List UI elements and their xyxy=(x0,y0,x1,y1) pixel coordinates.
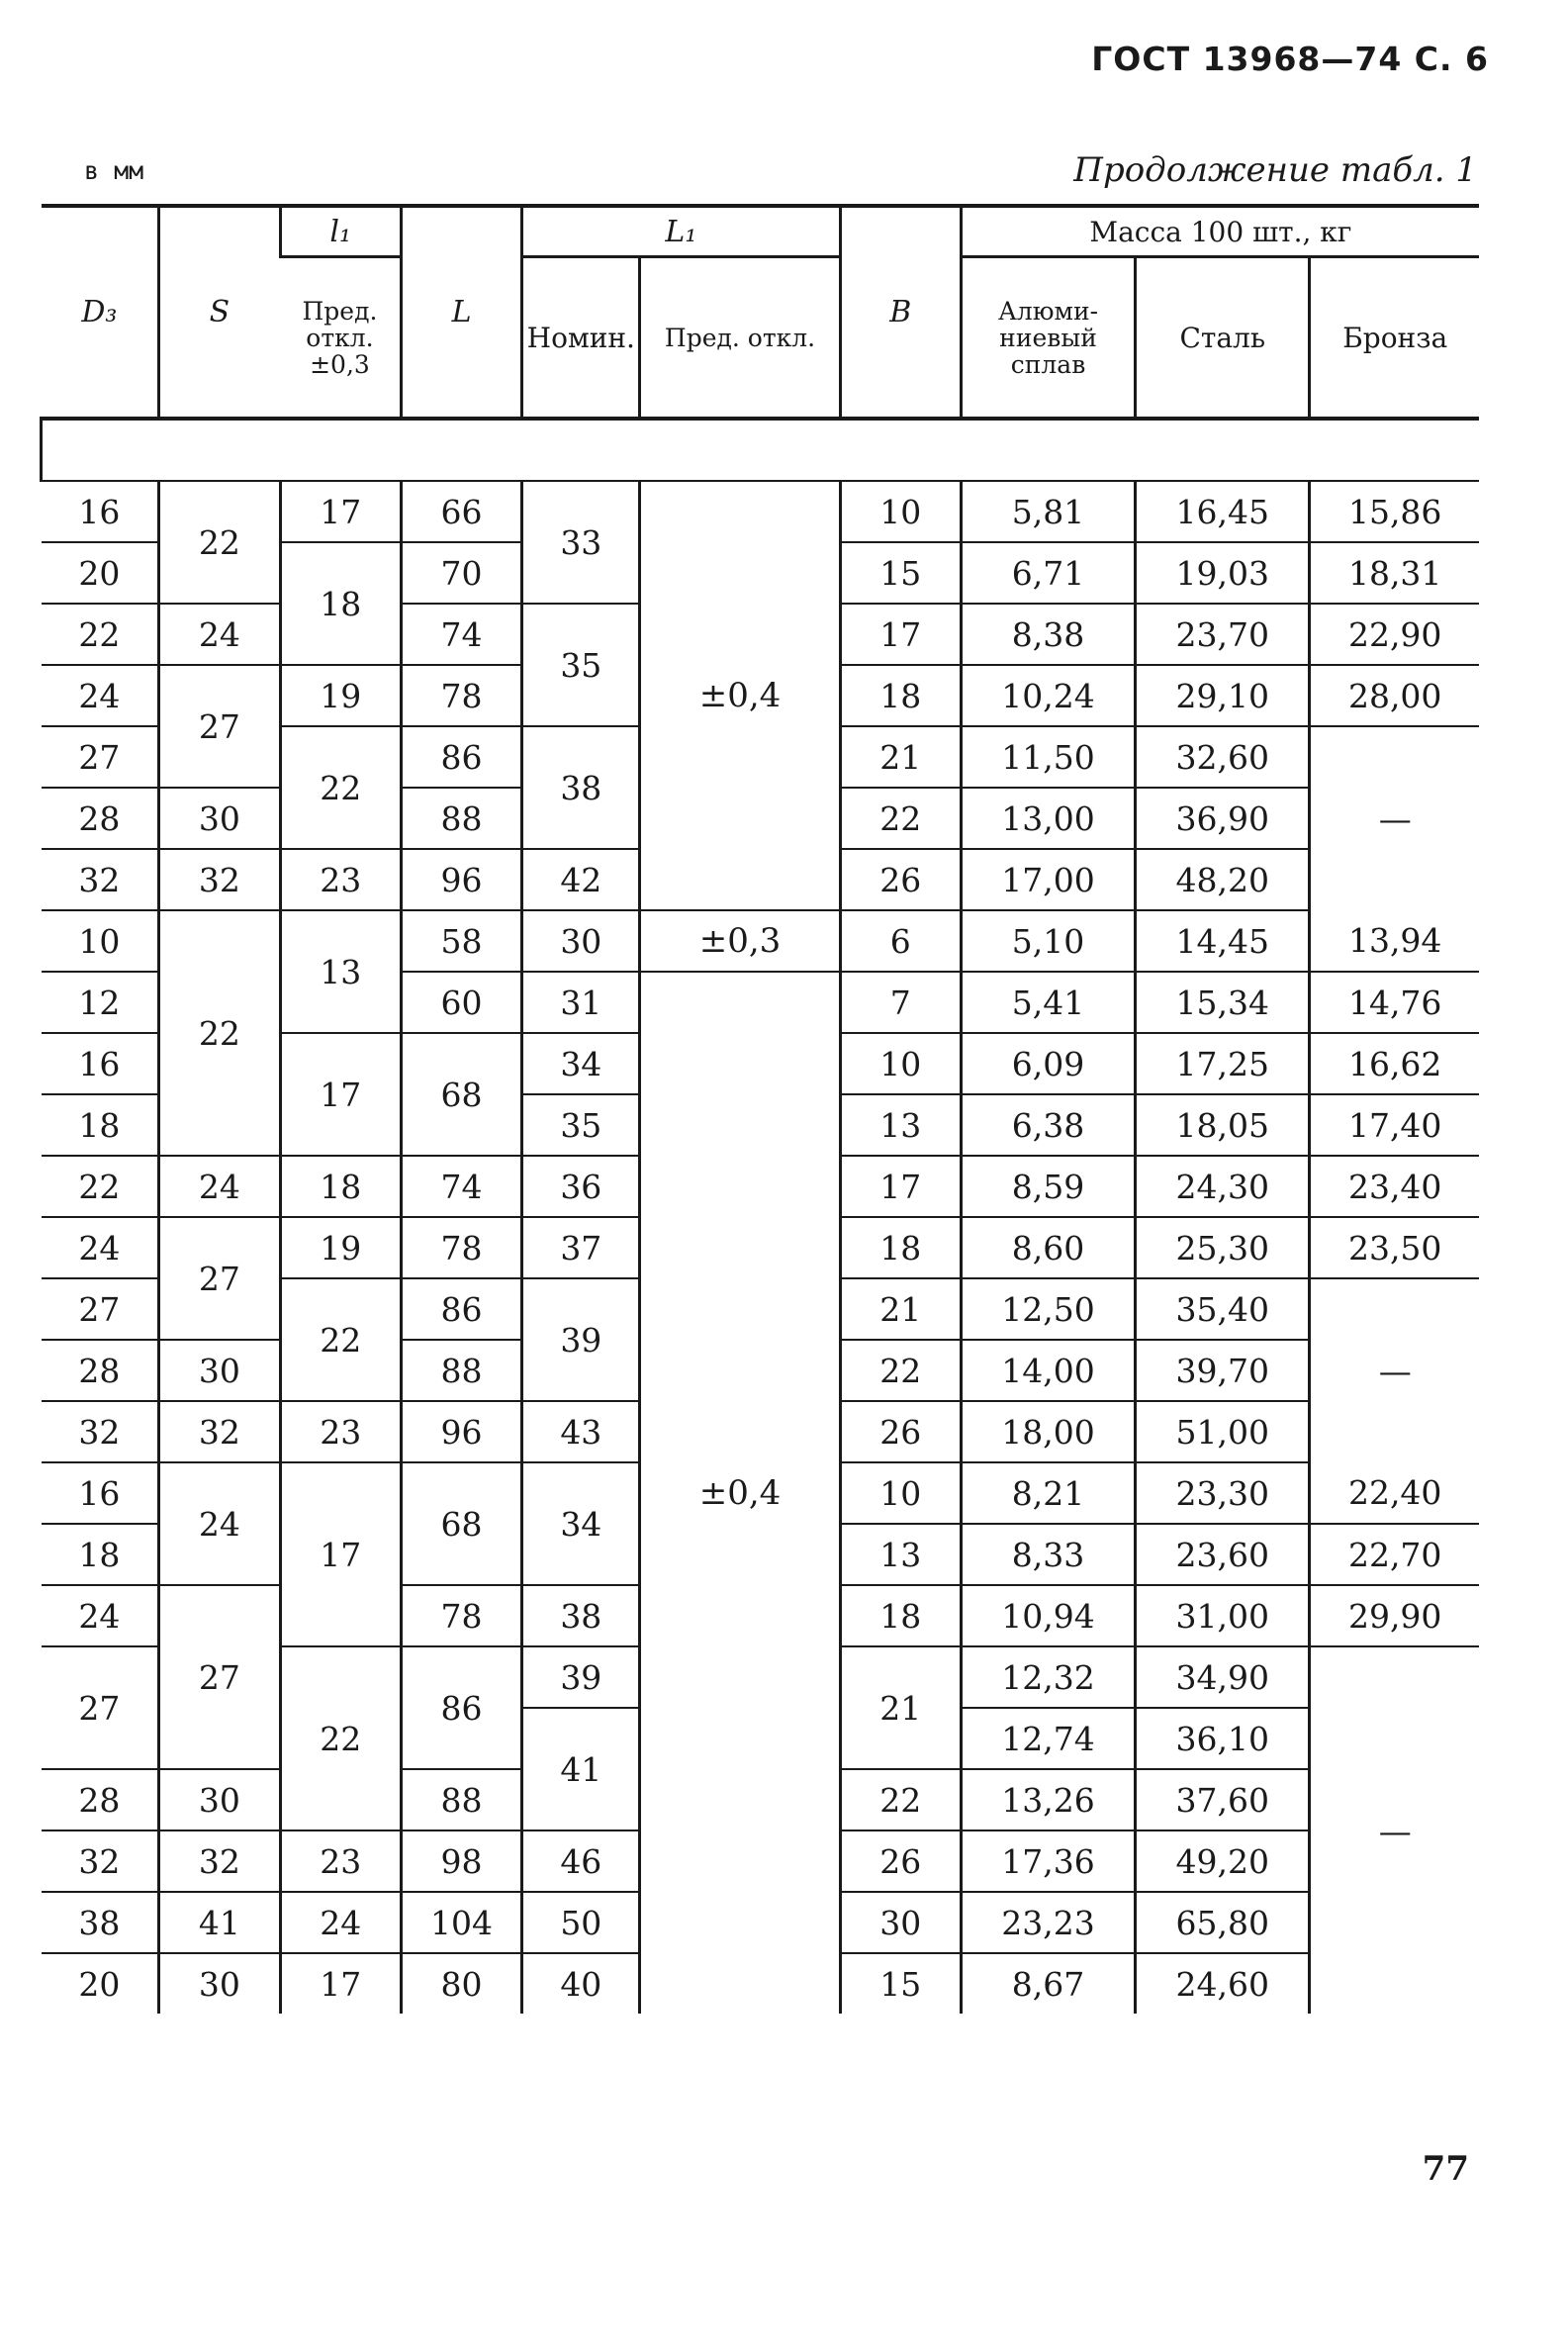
cell-b: 18 xyxy=(840,1585,961,1646)
cell-s: 22 xyxy=(159,481,280,604)
cell-L1: 36 xyxy=(522,1156,640,1217)
cell-mass-steel: 15,34 xyxy=(1136,972,1310,1033)
cell-l1: 18 xyxy=(280,542,401,665)
cell-b: 26 xyxy=(840,1401,961,1462)
table-row xyxy=(42,910,1480,972)
cell-l1: 17 xyxy=(280,1462,401,1646)
cell-l1: 17 xyxy=(280,1033,401,1156)
cell-mass-al: 17,36 xyxy=(961,1830,1135,1892)
cell-b: 13 xyxy=(840,1094,961,1156)
cell-d3: 16 xyxy=(42,1033,159,1094)
cell-l: 96 xyxy=(401,849,521,910)
cell-mass-steel: 37,60 xyxy=(1136,1769,1310,1830)
cell-l: 80 xyxy=(401,1953,521,2014)
cell-l: 68 xyxy=(401,1033,521,1156)
cell-mass-al: 12,50 xyxy=(961,1278,1135,1340)
cell-mass-al: 8,67 xyxy=(961,1953,1135,2014)
cell-l1: 23 xyxy=(280,849,401,910)
cell-l: 74 xyxy=(401,604,521,665)
cell-L1: 33 xyxy=(522,481,640,604)
cell-mass-bronze: 14,76 xyxy=(1310,972,1479,1033)
cell-mass-al: 8,38 xyxy=(961,604,1135,665)
cell-mass-al: 5,81 xyxy=(961,481,1135,542)
cell-l: 86 xyxy=(401,1646,521,1769)
cell-mass-bronze: 15,86 xyxy=(1310,481,1479,542)
cell-s: 30 xyxy=(159,1340,280,1401)
header-mass-bronze: Бронза xyxy=(1310,257,1479,420)
cell-d3: 22 xyxy=(42,1156,159,1217)
cell-mass-steel: 23,30 xyxy=(1136,1462,1310,1524)
cell-L1: 50 xyxy=(522,1892,640,1953)
cell-mass-steel: 19,03 xyxy=(1136,542,1310,604)
cell-l: 66 xyxy=(401,481,521,542)
cell-b: 13 xyxy=(840,1524,961,1585)
cell-b: 10 xyxy=(840,1462,961,1524)
table-continuation-title: Продолжение табл. 1 xyxy=(1073,150,1477,190)
cell-b: 10 xyxy=(840,1033,961,1094)
cell-mass-al: 13,26 xyxy=(961,1769,1135,1830)
cell-l1: 18 xyxy=(280,1156,401,1217)
cell-mass-steel: 24,60 xyxy=(1136,1953,1310,2014)
cell-b: 15 xyxy=(840,1953,961,2014)
cell-l: 88 xyxy=(401,788,521,849)
cell-b: 22 xyxy=(840,1769,961,1830)
cell-l: 74 xyxy=(401,1156,521,1217)
cell-l1: 22 xyxy=(280,1278,401,1401)
cell-mass-steel: 18,05 xyxy=(1136,1094,1310,1156)
cell-l: 68 xyxy=(401,1462,521,1585)
cell-L1: 38 xyxy=(522,1585,640,1646)
cell-mass-steel: 36,90 xyxy=(1136,788,1310,849)
cell-mass-bronze: 23,40 xyxy=(1310,1156,1479,1217)
cell-s: 27 xyxy=(159,665,280,788)
cell-mass-steel: 29,10 xyxy=(1136,665,1310,726)
table-row xyxy=(42,481,1480,542)
cell-s: 41 xyxy=(159,1892,280,1953)
cell-b: 21 xyxy=(840,1646,961,1769)
cell-d3: 18 xyxy=(42,1094,159,1156)
cell-l1: 24 xyxy=(280,1892,401,1953)
cell-mass-steel: 24,30 xyxy=(1136,1156,1310,1217)
cell-mass-al: 5,41 xyxy=(961,972,1135,1033)
cell-L1: 42 xyxy=(522,849,640,910)
cell-mass-steel: 49,20 xyxy=(1136,1830,1310,1892)
cell-mass-bronze: 22,40 xyxy=(1310,1462,1479,1524)
cell-b: 21 xyxy=(840,1278,961,1340)
cell-L1: 34 xyxy=(522,1033,640,1094)
cell-s: 24 xyxy=(159,1462,280,1585)
cell-d3: 28 xyxy=(42,788,159,849)
cell-l: 88 xyxy=(401,1769,521,1830)
cell-L1: 31 xyxy=(522,972,640,1033)
cell-mass-steel: 23,60 xyxy=(1136,1524,1310,1585)
cell-l: 104 xyxy=(401,1892,521,1953)
cell-l: 86 xyxy=(401,1278,521,1340)
cell-l: 78 xyxy=(401,1217,521,1278)
cell-mass-bronze: 22,70 xyxy=(1310,1524,1479,1585)
cell-d3: 28 xyxy=(42,1769,159,1830)
cell-mass-al: 6,09 xyxy=(961,1033,1135,1094)
cell-l: 78 xyxy=(401,665,521,726)
cell-L1: 46 xyxy=(522,1830,640,1892)
cell-mass-al: 11,50 xyxy=(961,726,1135,788)
cell-mass-steel: 35,40 xyxy=(1136,1278,1310,1340)
cell-b: 18 xyxy=(840,1217,961,1278)
cell-L1: 39 xyxy=(522,1278,640,1401)
header-d3: D₃ xyxy=(81,295,118,329)
header-L1: L₁ xyxy=(522,206,840,257)
cell-d3: 10 xyxy=(42,910,159,972)
cell-d3: 18 xyxy=(42,1524,159,1585)
header-mass: Масса 100 шт., кг xyxy=(961,206,1479,257)
cell-mass-al: 6,71 xyxy=(961,542,1135,604)
units-label: в мм xyxy=(84,156,144,185)
cell-d3: 12 xyxy=(42,972,159,1033)
cell-l1: 17 xyxy=(280,1953,401,2014)
cell-l1: 19 xyxy=(280,1217,401,1278)
cell-mass-steel: 51,00 xyxy=(1136,1401,1310,1462)
cell-mass-bronze: 28,00 xyxy=(1310,665,1479,726)
cell-L1-tolerance: ±0,4 xyxy=(640,481,840,910)
header-b: B xyxy=(840,206,961,419)
cell-mass-al: 17,00 xyxy=(961,849,1135,910)
cell-l1: 17 xyxy=(280,481,401,542)
cell-mass-bronze: — xyxy=(1310,1646,1479,2014)
cell-L1-tolerance: ±0,3 xyxy=(640,910,840,972)
document-reference: ГОСТ 13968—74 С. 6 xyxy=(1091,40,1489,78)
cell-mass-steel: 16,45 xyxy=(1136,481,1310,542)
cell-b: 17 xyxy=(840,604,961,665)
cell-mass-steel: 31,00 xyxy=(1136,1585,1310,1646)
cell-d3: 24 xyxy=(42,1585,159,1646)
cell-d3: 20 xyxy=(78,1964,121,2004)
cell-d3: 16 xyxy=(42,481,159,542)
cell-d3: 27 xyxy=(42,726,159,788)
cell-s: 32 xyxy=(159,849,280,910)
cell-d3: 28 xyxy=(42,1340,159,1401)
header-mass-steel: Сталь xyxy=(1136,257,1310,420)
cell-s: 27 xyxy=(159,1217,280,1340)
cell-mass-steel: 48,20 xyxy=(1136,849,1310,910)
cell-b: 15 xyxy=(840,542,961,604)
cell-b: 26 xyxy=(840,1830,961,1892)
cell-l1: 22 xyxy=(280,726,401,849)
cell-mass-al: 10,24 xyxy=(961,665,1135,726)
cell-L1: 43 xyxy=(522,1401,640,1462)
cell-d3: 32 xyxy=(42,1830,159,1892)
cell-s: 32 xyxy=(159,1401,280,1462)
cell-d3: 27 xyxy=(42,1646,159,1769)
cell-l1: 19 xyxy=(280,665,401,726)
cell-mass-al: 10,94 xyxy=(961,1585,1135,1646)
cell-d3: 20 xyxy=(42,542,159,604)
cell-b: 7 xyxy=(840,972,961,1033)
cell-s: 30 xyxy=(159,1953,280,2014)
cell-s: 24 xyxy=(159,604,280,665)
header-l1-small: l₁ xyxy=(280,206,401,257)
cell-mass-steel: 32,60 xyxy=(1136,726,1310,788)
cell-L1: 35 xyxy=(522,604,640,726)
header-l1-tolerance: Пред. откл. ±0,3 xyxy=(280,257,401,420)
cell-L1: 35 xyxy=(522,1094,640,1156)
header-L1-nominal: Номин. xyxy=(522,257,640,420)
cell-d3: 24 xyxy=(42,1217,159,1278)
cell-mass-steel: 23,70 xyxy=(1136,604,1310,665)
cell-mass-al: 8,33 xyxy=(961,1524,1135,1585)
cell-l: 88 xyxy=(401,1340,521,1401)
cell-mass-al: 6,38 xyxy=(961,1094,1135,1156)
cell-mass-al: 8,21 xyxy=(961,1462,1135,1524)
cell-mass-steel: 17,25 xyxy=(1136,1033,1310,1094)
cell-b: 26 xyxy=(840,849,961,910)
cell-mass-al: 14,00 xyxy=(961,1340,1135,1401)
cell-d3: 32 xyxy=(42,849,159,910)
cell-mass-steel: 65,80 xyxy=(1136,1892,1310,1953)
cell-b: 22 xyxy=(840,788,961,849)
dimensions-table xyxy=(40,204,1479,2014)
cell-mass-steel: 36,10 xyxy=(1136,1708,1310,1769)
header-l: L xyxy=(401,206,521,419)
cell-l1: 23 xyxy=(280,1401,401,1462)
cell-d3: 16 xyxy=(42,1462,159,1524)
cell-mass-steel: 39,70 xyxy=(1136,1340,1310,1401)
cell-L1-tolerance: ±0,4 xyxy=(640,972,840,2014)
cell-L1: 37 xyxy=(522,1217,640,1278)
header-s: S xyxy=(159,206,280,419)
cell-mass-al: 8,60 xyxy=(961,1217,1135,1278)
cell-mass-al: 8,59 xyxy=(961,1156,1135,1217)
cell-mass-steel: 14,45 xyxy=(1136,910,1310,972)
header-L1-tolerance: Пред. откл. xyxy=(640,257,840,420)
cell-mass-bronze: — xyxy=(1310,1278,1479,1462)
cell-mass-bronze: — xyxy=(1310,726,1479,910)
cell-d3: 32 xyxy=(42,1401,159,1462)
cell-b: 6 xyxy=(840,910,961,972)
cell-l1: 23 xyxy=(280,1830,401,1892)
cell-s: 27 xyxy=(159,1585,280,1769)
cell-l: 86 xyxy=(401,726,521,788)
cell-mass-bronze: 16,62 xyxy=(1310,1033,1479,1094)
cell-d3: 38 xyxy=(42,1892,159,1953)
cell-L1: 39 xyxy=(522,1646,640,1708)
cell-mass-al: 13,00 xyxy=(961,788,1135,849)
cell-b: 17 xyxy=(840,1156,961,1217)
cell-b: 22 xyxy=(840,1340,961,1401)
cell-l: 98 xyxy=(401,1830,521,1892)
cell-l: 60 xyxy=(401,972,521,1033)
cell-mass-al: 23,23 xyxy=(961,1892,1135,1953)
cell-L1: 40 xyxy=(522,1953,640,2014)
cell-s: 22 xyxy=(159,910,280,1156)
cell-mass-bronze: 29,90 xyxy=(1310,1585,1479,1646)
cell-L1: 30 xyxy=(522,910,640,972)
cell-mass-al: 18,00 xyxy=(961,1401,1135,1462)
cell-mass-al: 12,74 xyxy=(961,1708,1135,1769)
cell-l: 78 xyxy=(401,1585,521,1646)
cell-b: 21 xyxy=(840,726,961,788)
cell-L1: 41 xyxy=(522,1708,640,1830)
cell-s: 24 xyxy=(159,1156,280,1217)
cell-b: 10 xyxy=(840,481,961,542)
header-mass-aluminium: Алюми-ниевый сплав xyxy=(961,257,1135,420)
cell-L1: 38 xyxy=(522,726,640,849)
page-number: 77 xyxy=(1422,2149,1469,2189)
cell-d3: 27 xyxy=(42,1278,159,1340)
cell-d3: 24 xyxy=(42,665,159,726)
cell-l1: 13 xyxy=(280,910,401,1033)
cell-mass-bronze: 22,90 xyxy=(1310,604,1479,665)
cell-b: 18 xyxy=(840,665,961,726)
cell-s: 30 xyxy=(159,788,280,849)
cell-d3: 22 xyxy=(42,604,159,665)
cell-l: 58 xyxy=(401,910,521,972)
cell-s: 32 xyxy=(159,1830,280,1892)
cell-mass-al: 12,32 xyxy=(961,1646,1135,1708)
cell-mass-al: 5,10 xyxy=(961,910,1135,972)
cell-mass-steel: 25,30 xyxy=(1136,1217,1310,1278)
cell-mass-bronze: 17,40 xyxy=(1310,1094,1479,1156)
cell-mass-bronze: 23,50 xyxy=(1310,1217,1479,1278)
cell-l: 70 xyxy=(401,542,521,604)
cell-l1: 22 xyxy=(280,1646,401,1830)
cell-L1: 34 xyxy=(522,1462,640,1585)
cell-s: 30 xyxy=(159,1769,280,1830)
cell-mass-steel: 34,90 xyxy=(1136,1646,1310,1708)
cell-mass-bronze: 13,94 xyxy=(1310,910,1479,972)
cell-l: 96 xyxy=(401,1401,521,1462)
cell-mass-bronze: 18,31 xyxy=(1310,542,1479,604)
cell-b: 30 xyxy=(840,1892,961,1953)
